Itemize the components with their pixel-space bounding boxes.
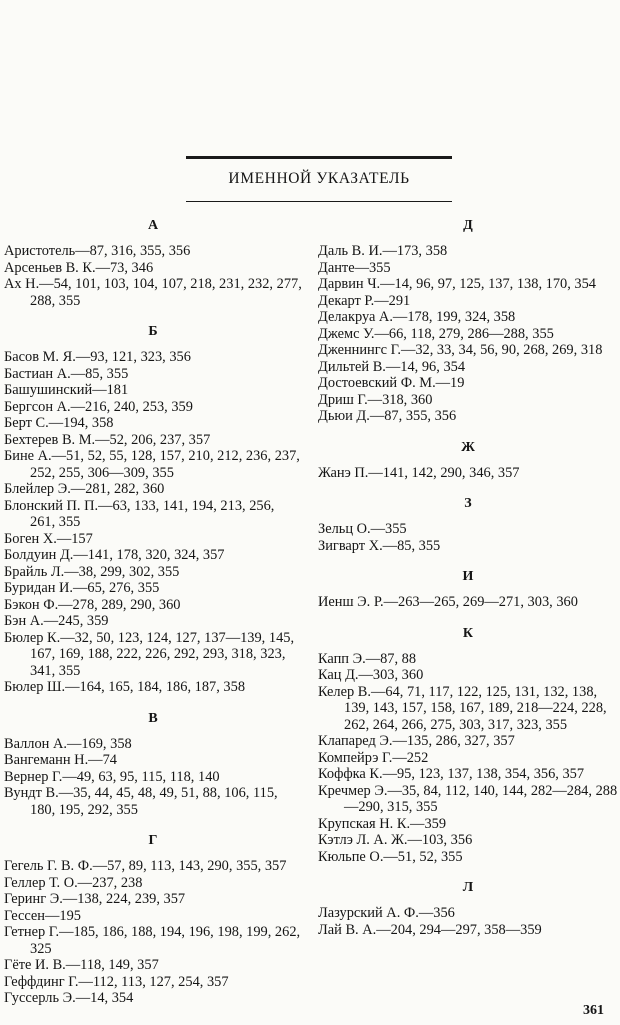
index-entry: Бине А.—51, 52, 55, 128, 157, 210, 212, 236, 237, 252, 255, 306—309, 355	[4, 448, 300, 481]
index-entry: Вангеманн Н.—74	[4, 752, 117, 768]
index-section	[318, 494, 618, 554]
index-entry: Берт С.—194, 358	[4, 415, 114, 431]
index-entry: Джемс У.—66, 118, 279, 286—288, 355	[318, 325, 554, 342]
page-title: ИМЕННОЙ УКАЗАТЕЛЬ	[228, 170, 410, 187]
index-entry: Гетнер Г.—185, 186, 188, 194, 196, 198, 199, 262, 325	[4, 924, 301, 957]
index-entry: Гуссерль Э.—14, 354	[4, 990, 134, 1006]
index-entry: Гегель Г. В. Ф.—57, 89, 113, 143, 290, 355, 357	[4, 858, 287, 874]
title-top-rule	[186, 156, 452, 159]
index-entry: Клапаред Э.—135, 286, 327, 357	[318, 733, 515, 749]
index-entry: Декарт Р.—291	[318, 292, 411, 309]
index-entry: Кюльпе О.—51, 52, 355	[318, 848, 463, 865]
index-column-right	[318, 216, 618, 951]
index-entry: Дарвин Ч.—14, 96, 97, 125, 137, 138, 170, 354	[318, 276, 597, 292]
index-entry: Лазурский А. Ф.—356	[318, 905, 455, 921]
index-entry: Брайль Л.—38, 299, 302, 355	[4, 563, 180, 580]
index-entry: Зигварт Х.—85, 355	[318, 537, 441, 554]
index-entry: Данте—355	[318, 259, 391, 276]
section-letter: И	[462, 569, 474, 584]
section-letter: Д	[463, 218, 473, 233]
index-entry: Кац Д.—303, 360	[318, 667, 424, 683]
index-entry: Бюлер Ш.—164, 165, 184, 186, 187, 358	[4, 679, 246, 695]
index-section	[4, 709, 302, 819]
index-entry: Ах Н.—54, 101, 103, 104, 107, 218, 231, 232, 277, 288, 355	[4, 276, 302, 309]
index-entry: Делакруа А.—178, 199, 324, 358	[318, 309, 516, 325]
index-entry: Дьюи Д.—87, 355, 356	[318, 408, 457, 424]
index-entry: Коффка К.—95, 123, 137, 138, 354, 356, 357	[318, 766, 585, 782]
index-entry: Аристотель—87, 316, 355, 356	[4, 243, 191, 259]
section-letter: В	[148, 710, 158, 726]
section-letter: Г	[148, 833, 158, 848]
index-section	[318, 624, 618, 866]
index-entry: Бергсон А.—216, 240, 253, 359	[4, 398, 193, 415]
index-entry: Гессен—195	[4, 907, 81, 924]
index-entry: Басов М. Я.—93, 121, 323, 356	[4, 349, 191, 365]
index-section	[318, 216, 618, 425]
index-section	[318, 438, 618, 482]
index-entry: Капп Э.—87, 88	[318, 650, 417, 667]
index-entry: Келер В.—64, 71, 117, 122, 125, 131, 132, 138, 139, 143, 157, 158, 167, 189, 218—224, 228, 262, 264, 266, 275, 303, 317, 323, 355	[318, 683, 607, 733]
index-entry: Крупская Н. К.—359	[318, 815, 447, 832]
index-entry: Арсеньев В. К.—73, 346	[4, 259, 154, 276]
index-entry: Достоевский Ф. М.—19	[318, 375, 465, 391]
index-entry: Башушинский—181	[4, 382, 129, 398]
index-entry: Блейлер Э.—281, 282, 360	[4, 481, 165, 497]
index-column-left	[4, 216, 302, 1020]
index-entry: Бастиан А.—85, 355	[4, 365, 129, 382]
index-entry: Компейрэ Г.—252	[318, 749, 429, 766]
index-section	[318, 567, 618, 611]
index-entry: Зельц О.—355	[318, 521, 407, 537]
index-entry: Бэн А.—245, 359	[4, 613, 109, 629]
index-section	[4, 322, 302, 696]
index-entry: Валлон А.—169, 358	[4, 735, 132, 752]
section-letter: З	[464, 496, 472, 511]
index-entry: Боген Х.—157	[4, 530, 93, 547]
index-entry: Вундт В.—35, 44, 45, 48, 49, 51, 88, 106, 115, 180, 195, 292, 355	[4, 785, 278, 818]
index-entry: Геллер Т. О.—237, 238	[4, 874, 143, 891]
index-entry: Геффдинг Г.—112, 113, 127, 254, 357	[4, 973, 229, 990]
index-entry: Бюлер К.—32, 50, 123, 124, 127, 137—139, 145, 167, 169, 188, 222, 226, 292, 293, 318, 323, 341, 355	[4, 629, 295, 679]
index-entry: Блонский П. П.—63, 133, 141, 194, 213, 256, 261, 355	[4, 497, 275, 530]
page-number: 361	[583, 1003, 604, 1018]
index-entry: Жанэ П.—141, 142, 290, 346, 357	[318, 464, 520, 481]
index-entry: Даль В. И.—173, 358	[318, 243, 448, 259]
index-section	[4, 216, 302, 309]
index-section	[4, 831, 302, 1007]
section-letter: Л	[462, 880, 474, 895]
index-entry: Иенш Э. Р.—263—265, 269—271, 303, 360	[318, 594, 578, 610]
index-entry: Лай В. А.—204, 294—297, 358—359	[318, 921, 542, 938]
index-entry: Болдуин Д.—141, 178, 320, 324, 357	[4, 547, 225, 563]
index-entry: Дильтей В.—14, 96, 354	[318, 358, 466, 375]
index-entry: Дженнингс Г.—32, 33, 34, 56, 90, 268, 269, 318	[318, 342, 603, 358]
index-entry: Бэкон Ф.—278, 289, 290, 360	[4, 596, 181, 613]
section-letter: А	[147, 218, 159, 233]
section-letter: Ж	[461, 439, 475, 455]
index-entry: Бехтерев В. М.—52, 206, 237, 357	[4, 431, 211, 448]
section-letter: К	[462, 625, 474, 641]
index-entry: Кречмер Э.—35, 84, 112, 140, 144, 282—284, 288—290, 315, 355	[318, 782, 618, 815]
index-entry: Вернер Г.—49, 63, 95, 115, 118, 140	[4, 768, 220, 785]
index-entry: Гёте И. В.—118, 149, 357	[4, 957, 159, 973]
index-section	[318, 878, 618, 938]
index-entry: Буридан И.—65, 276, 355	[4, 580, 160, 596]
index-entry: Кэтлэ Л. А. Ж.—103, 356	[318, 832, 473, 848]
index-entry: Геринг Э.—138, 224, 239, 357	[4, 891, 186, 907]
section-letter: Б	[148, 324, 158, 339]
index-entry: Дриш Г.—318, 360	[318, 391, 433, 408]
title-bottom-rule	[186, 201, 452, 202]
